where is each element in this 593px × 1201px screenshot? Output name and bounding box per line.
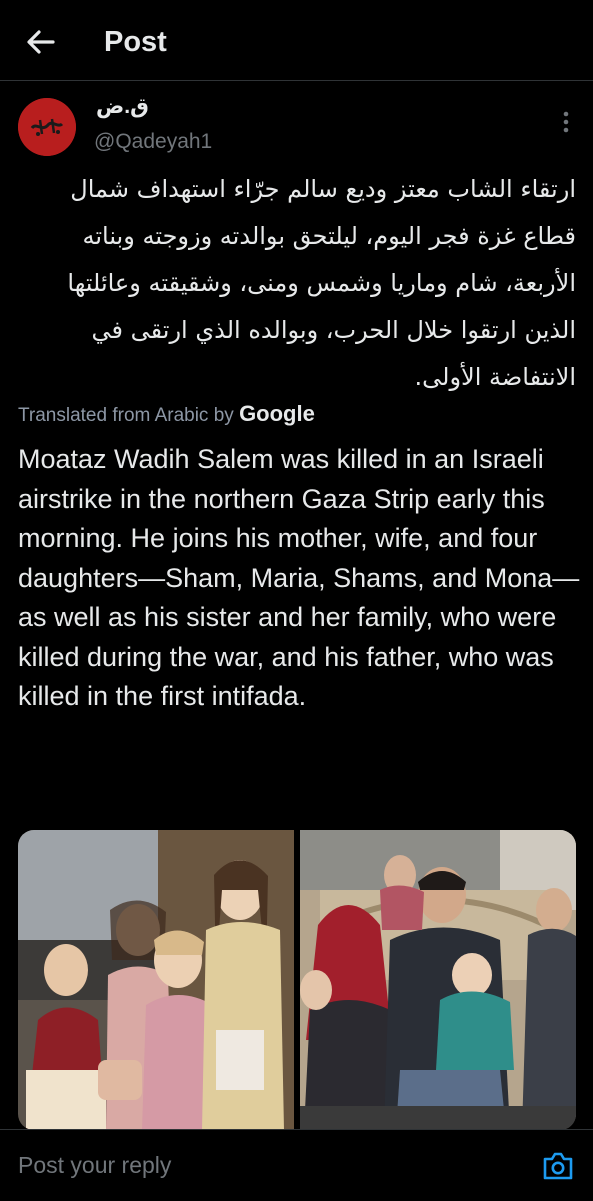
avatar-logo-icon [18, 98, 76, 156]
display-name[interactable]: ق.ض [96, 95, 149, 118]
media-grid [18, 830, 576, 1130]
translation-attribution[interactable] [18, 400, 315, 430]
photo-family[interactable] [300, 830, 576, 1130]
avatar[interactable] [18, 98, 76, 156]
reply-bar [0, 1129, 593, 1201]
post-text-arabic: ارتقاء الشاب معتز وديع سالم جرّاء استهداف شمال قطاع غزة فجر اليوم، ليلتحق بوالدته وزوجته وبناته الأربعة، شام وماريا وشمس ومنى، وشقيقته وعائلتها الذين ارتقوا خلال الحرب، وبوالده الذي ارتقى في الانتفاضة الأولى. [67, 175, 576, 391]
camera-icon[interactable] [540, 1150, 576, 1182]
photo-girls[interactable] [18, 830, 294, 1130]
arrow-left-icon[interactable] [22, 24, 58, 60]
post-text-translated: Moataz Wadih Salem was killed in an Israeli airstrike in the northern Gaza Strip early this morning. He joins his mother, wife, and four daughters—Sham, Maria, Shams, and Mona—as well as his sister and her family, who were killed during the war, and his father, who was killed in the first intifada. [18, 444, 580, 711]
more-vertical-icon[interactable] [548, 108, 584, 136]
google-logo: Google [239, 401, 315, 426]
translation-label: Translated from Arabic by [18, 405, 234, 426]
top-bar [0, 0, 593, 81]
user-handle[interactable]: @Qadeyah1 [94, 130, 213, 153]
page-title: Post [104, 26, 167, 58]
reply-input[interactable]: Post your reply [18, 1152, 172, 1178]
